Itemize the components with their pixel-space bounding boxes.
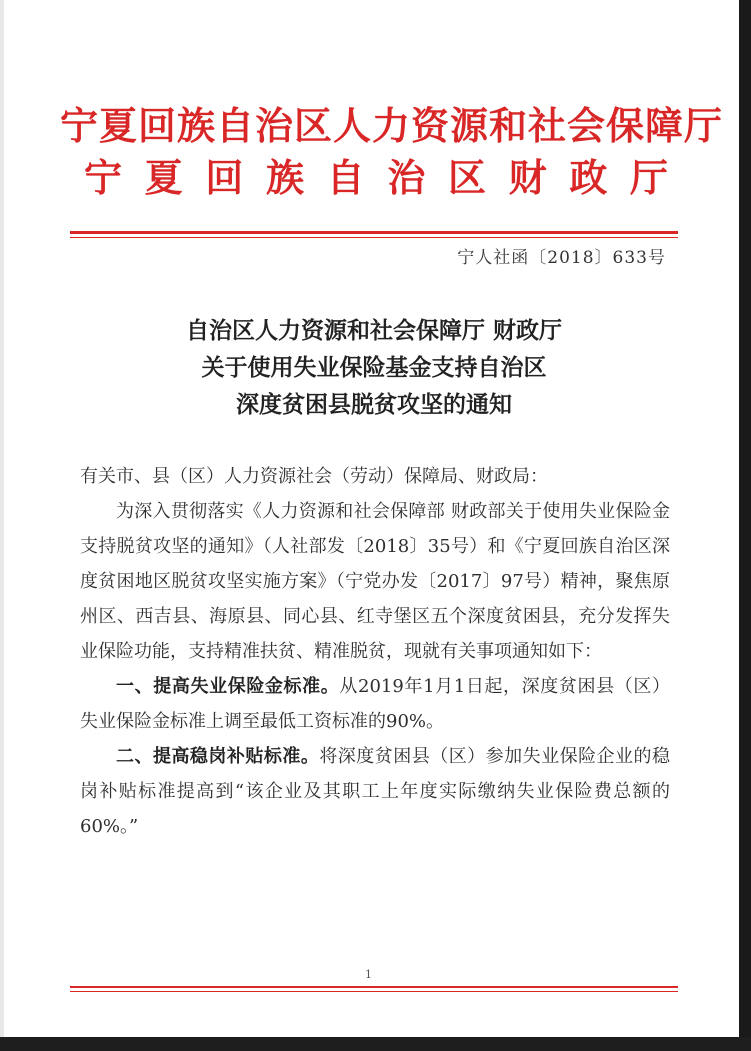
- masthead-line-1: 宁夏回族自治区人力资源和社会保障厅: [60, 103, 724, 148]
- red-footer-line: [70, 986, 678, 988]
- red-separator-thin: [70, 237, 678, 238]
- red-separator-thick: [70, 231, 678, 234]
- title-line-2: 关于使用失业保险基金支持自治区: [201, 354, 547, 381]
- page-number: 1: [365, 968, 372, 981]
- red-footer-line-thin: [70, 991, 678, 992]
- document-number: 宁人社函〔2018〕633号: [457, 248, 666, 268]
- scan-right-edge: [739, 0, 751, 1051]
- title-line-1: 自治区人力资源和社会保障厅 财政厅: [185, 317, 562, 344]
- masthead-line-2: 宁夏回族自治区财政厅: [84, 155, 668, 200]
- scan-bottom-edge: [0, 1037, 751, 1051]
- section-1-text: 从2019年1月1日起，深度贫困县（区）失业保险金标准上调至最低工资标准的90%。: [80, 676, 670, 732]
- section-1: [80, 669, 670, 739]
- intro-paragraph: 为深入贯彻落实《人力资源和社会保障部 财政部关于使用失业保险金支持脱贫攻坚的通知》（人社部发〔2018〕35号）和《宁夏回族自治区深度贫困地区脱贫攻坚实施方案》（宁党办发〔2017〕97号）精神，聚焦原州区、西吉县、海原县、同心县、红寺堡区五个深度贫困县，充分发挥失业保险功能，支持精准扶贫、精准脱贫，现就有关事项通知如下：: [80, 501, 670, 662]
- section-2-text: 将深度贫困县（区）参加失业保险企业的稳岗补贴标准提高到“该企业及其职工上年度实际缴纳失业保险费总额的60%。”: [80, 746, 671, 837]
- scan-left-edge: [0, 0, 4, 1051]
- section-2: [80, 739, 670, 844]
- title-line-3: 深度贫困县脱贫攻坚的通知: [236, 391, 512, 418]
- masthead: [60, 102, 724, 202]
- document-body: [80, 459, 670, 844]
- section-1-heading: 一、提高失业保险金标准。: [116, 676, 340, 697]
- addressee: 有关市、县（区）人力资源社会（劳动）保障局、财政局：: [80, 466, 548, 487]
- document-title: [70, 312, 678, 423]
- section-2-heading: 二、提高稳岗补贴标准。: [116, 746, 320, 767]
